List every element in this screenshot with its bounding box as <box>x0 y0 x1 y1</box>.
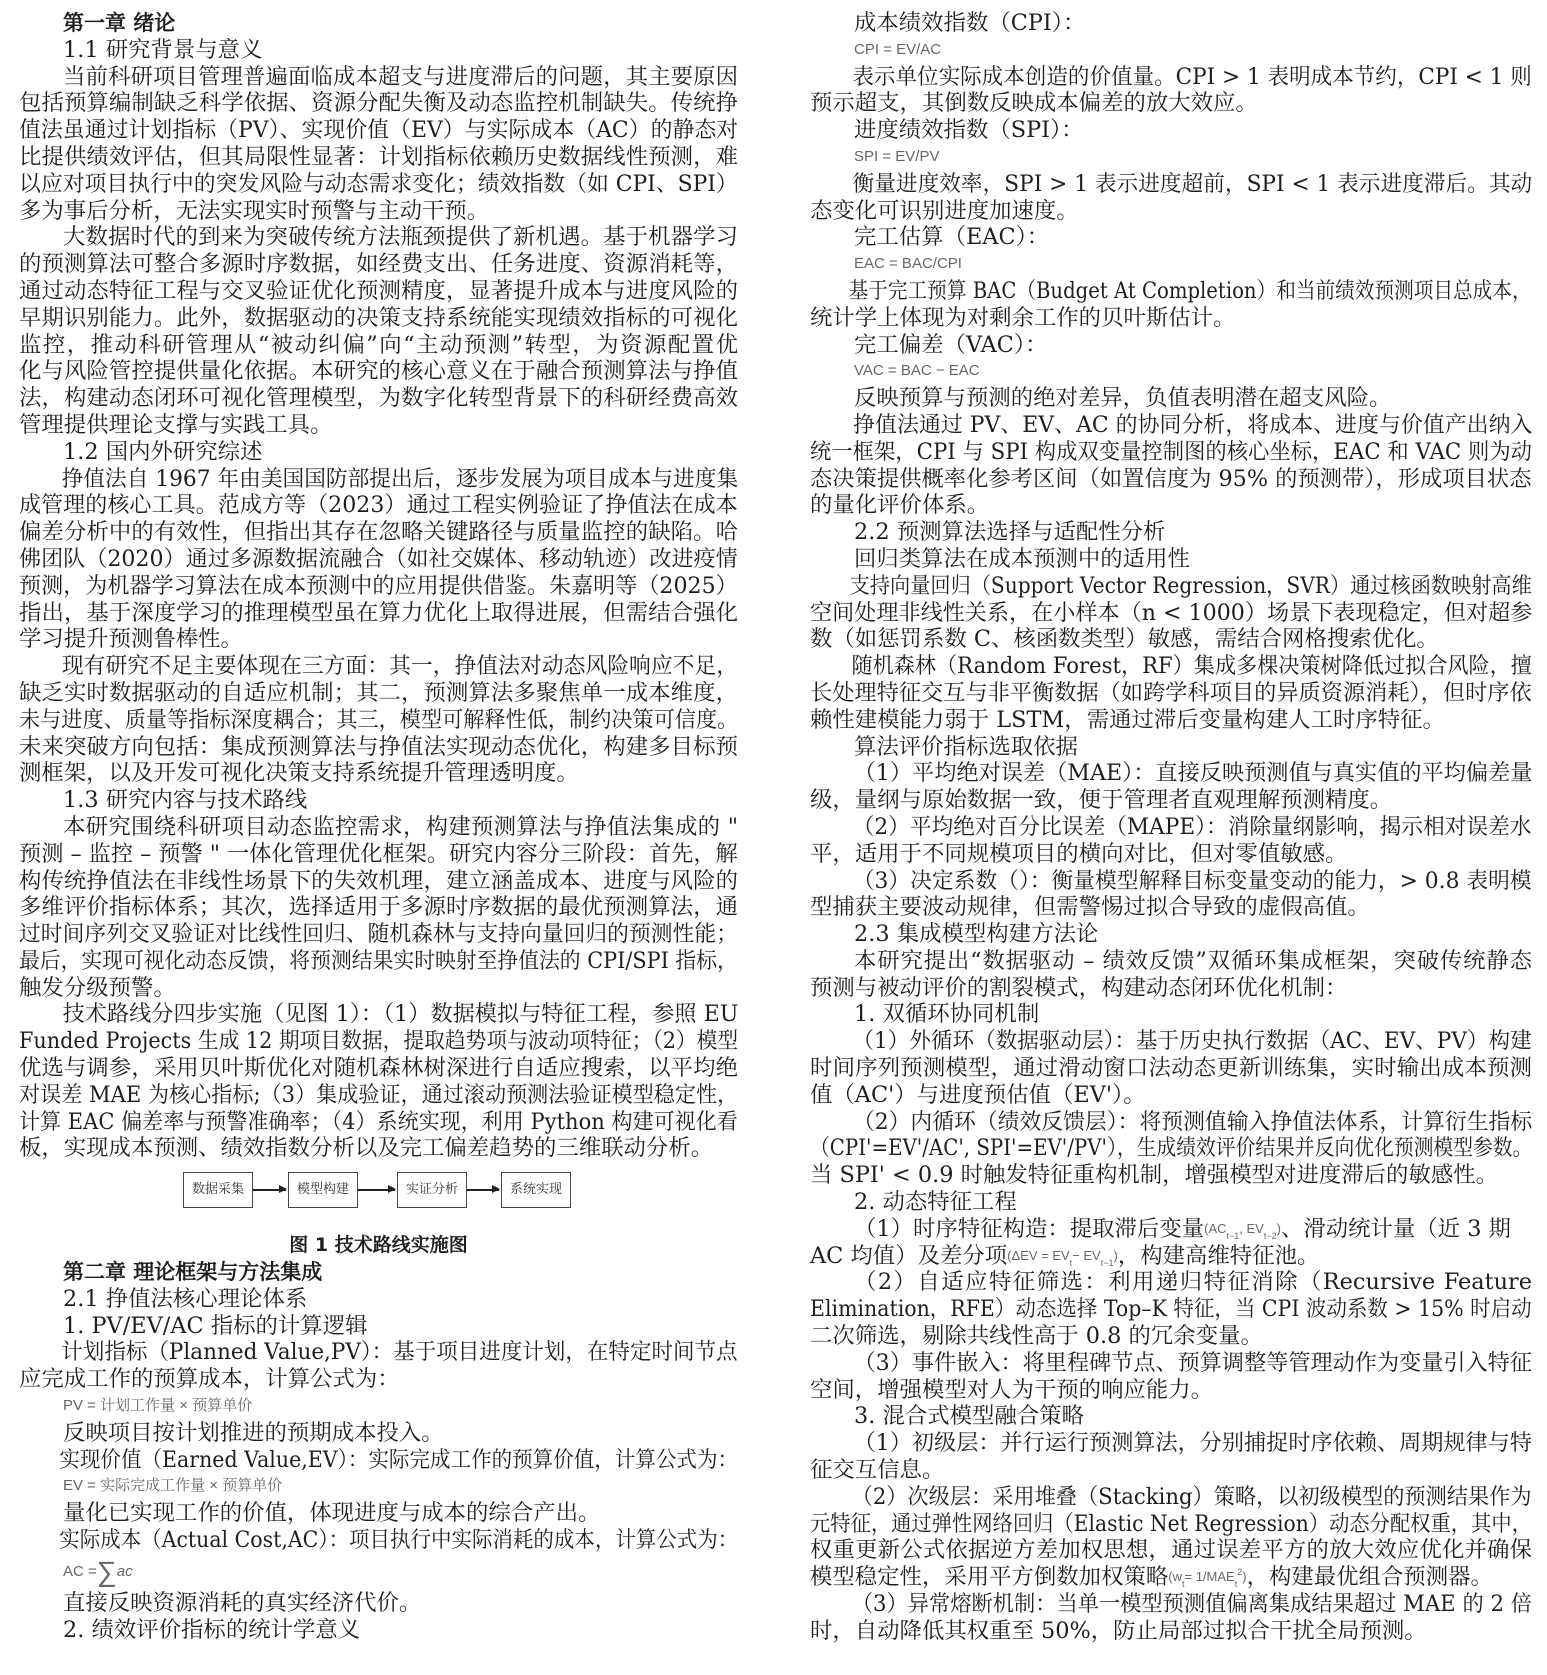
paragraph <box>19 653 738 787</box>
arrow-icon <box>358 1189 395 1191</box>
text-line: 成管理的核心工具。范成方等（2023）通过工程实例验证了挣值法在成本 <box>19 492 738 519</box>
text-line: 量化已实现工作的价值，体现进度与成本的综合产出。 <box>63 1500 601 1527</box>
text-line: （3）决定系数（）：衡量模型解释目标变量变动的能力，> 0.8 表明模 <box>852 867 1532 894</box>
text-line: SPI = EV/PV <box>854 147 940 165</box>
figure-1-caption <box>19 1232 738 1259</box>
text-segment: ，构建高维特征池。 <box>1117 1242 1320 1269</box>
text-line: 态变化可识别进度加速度。 <box>810 197 1079 224</box>
text-line: （2）次级层：采用堆叠（Stacking）策略，以初级模型的预测结果作为 <box>851 1483 1532 1510</box>
text-line: 2. 绩效评价指标的统计学意义 <box>63 1616 361 1643</box>
text-line: （3）异常熔断机制：当单一模型预测值偏离集成结果超过 MAE 的 2 倍 <box>851 1591 1532 1618</box>
paragraph <box>810 1269 1532 1349</box>
text-segment: 、滑动统计量（近 3 期 <box>1280 1215 1511 1242</box>
text-line: 法，构建动态闭环可视化管理模型，为数字化转型背景下的科研经费高效 <box>19 385 738 412</box>
text-line: 1.1 研究背景与意义 <box>63 36 263 63</box>
text-line: 二次筛选，剔除共线性高于 0.8 的冗余变量。 <box>810 1323 1263 1350</box>
paragraph <box>810 948 1532 1002</box>
text-line: 当前科研项目管理普遍面临成本超支与进度滞后的问题，其主要原因 <box>63 63 738 90</box>
text-segment: AC 均值）及差分项 <box>810 1242 1008 1269</box>
text-line: 态决策提供概率化参考区间（如置信度为 95% 的预测带），形成项目状态 <box>810 465 1532 492</box>
paragraph <box>19 1590 738 1617</box>
text-line: 技术路线分四步实施（见图 1）：（1）数据模拟与特征工程，参照 EU <box>62 1001 739 1028</box>
inline-math: , EV <box>1239 1220 1264 1236</box>
text-line: 构传统挣值法在非线性场景下的失效机理，建立涵盖成本、进度与风险的 <box>19 867 738 894</box>
text-line: 2. 动态特征工程 <box>854 1189 1017 1216</box>
math-subscript: t−1 <box>1226 1230 1240 1241</box>
paragraph <box>19 1001 738 1162</box>
text-line: 1. 双循环协同机制 <box>854 1001 1040 1028</box>
ev-formula <box>19 1473 738 1500</box>
text-line: 权重更新公式依据逆方差加权思想，通过误差平方的放大效应优化并确保 <box>810 1537 1532 1564</box>
text-line: 多维评价指标体系；其次，选择适用于多源时序数据的最优预测算法，通 <box>19 894 738 921</box>
text-line: 学习提升预测鲁棒性。 <box>19 626 243 653</box>
arrow-icon <box>467 1189 499 1191</box>
paragraph <box>810 64 1532 118</box>
text-line: 回归类算法在成本预测中的适用性 <box>854 545 1190 572</box>
text-line: 管理提供理论支撑与实践工具。 <box>19 411 333 438</box>
ac-formula <box>19 1554 738 1590</box>
text-line: 2.1 挣值法核心理论体系 <box>63 1285 308 1312</box>
text-line: 征交互信息。 <box>810 1457 945 1484</box>
text-line: 2.2 预测算法选择与适配性分析 <box>854 519 1166 546</box>
text-line: 空间处理非线性关系，在小样本（n < 1000）场景下表现稳定，但对超参 <box>810 599 1533 626</box>
text-line: EAC = BAC/CPI <box>854 255 962 273</box>
text-line: 随机森林（Random Forest，RF）集成多棵决策树降低过拟合风险，擅 <box>851 653 1532 680</box>
text-line: 1.3 研究内容与技术路线 <box>63 787 308 814</box>
right-column <box>810 10 1532 1645</box>
text-line: （2）平均绝对百分比误差（MAPE）：消除量纲影响，揭示相对误差水 <box>852 813 1532 840</box>
text-line: 监控，推动科研管理从“被动纠偏”向“主动预测”转型，为资源配置优 <box>19 331 738 358</box>
text-line: 包括预算编制缺乏科学依据、资源分配失衡及动态监控机制缺失。传统挣 <box>19 90 738 117</box>
text-line: 以应对项目执行中的突发风险与动态需求变化；绩效指数（如 CPI、SPI） <box>19 170 738 197</box>
text-line: 预测，为机器学习算法在成本预测中的应用提供借鉴。朱嘉明等（2025） <box>19 572 738 599</box>
paragraph <box>810 1350 1532 1404</box>
chapter-2-title <box>19 1259 738 1286</box>
text-line: 衡量进度效率，SPI > 1 表示进度超前，SPI < 1 表示进度滞后。其动 <box>852 170 1533 197</box>
text-line: 大数据时代的到来为突破传统方法瓶颈提供了新机遇。基于机器学习 <box>63 224 738 251</box>
section-2-2-heading <box>810 519 1532 546</box>
text-segment: ，构建最优组合预测器。 <box>1246 1564 1493 1591</box>
text-line: 元特征，通过弹性网络回归（Elastic Net Regression）动态分配权重，其中， <box>810 1510 1532 1537</box>
text-line: 算法评价指标选取依据 <box>854 733 1078 760</box>
text-line: （3）事件嵌入：将里程碑节点、预算调整等管理动作为变量引入特征 <box>853 1349 1532 1376</box>
text-line: 实际成本（Actual Cost,AC）：项目执行中实际消耗的成本，计算公式为： <box>59 1527 739 1554</box>
text-line: 优选与调参，采用贝叶斯优化对随机森林树深进行自适应搜索，以平均绝 <box>19 1055 738 1082</box>
text-line: Funded Projects 生成 12 期项目数据，提取趋势项与波动项特征；（2）模型 <box>19 1028 739 1055</box>
text-line: 完工偏差（VAC）： <box>854 331 1048 358</box>
text-line: 化与风险管控提供量化依据。本研究的核心意义在于融合预测算法与挣值 <box>19 358 738 385</box>
subsection-heading <box>810 734 1532 761</box>
text-line: 支持向量回归（Support Vector Regression，SVR）通过核函数映射高维 <box>849 572 1532 599</box>
text-line: 时，自动降低其权重至 50%，防止局部过拟合干扰全局预测。 <box>810 1617 1427 1644</box>
text-line: 挣值法自 1967 年由美国国防部提出后，逐步发展为项目成本与进度集 <box>61 465 739 492</box>
figure-box: 模型构建 <box>288 1172 358 1208</box>
math-subscript: t <box>1069 1257 1073 1268</box>
text-line: 的预测算法可整合多源时序数据，如经费支出、任务进度、资源消耗等， <box>19 251 738 278</box>
text-line: 触发分级预警。 <box>19 974 176 1001</box>
text-line: 值（AC'）与进度预估值（EV'）。 <box>810 1081 1146 1108</box>
text-line: 偏差分析中的有效性，但指出其存在忽略关键路径与质量监控的缺陷。哈 <box>19 519 738 546</box>
subsection-heading <box>810 1001 1532 1028</box>
text-line: 3. 混合式模型融合策略 <box>854 1403 1084 1430</box>
text-line: 对误差 MAE 为核心指标;（3）集成验证，通过滚动预测法验证模型稳定性， <box>19 1081 739 1108</box>
math-superscript: 2 <box>1237 1567 1243 1578</box>
paragraph <box>810 814 1532 868</box>
text-line: 时间序列预测模型，通过滑动窗口法动态更新训练集，实时输出成本预测 <box>810 1055 1532 1082</box>
paragraph <box>810 760 1532 814</box>
paragraph <box>810 1430 1532 1484</box>
section-1-1-heading <box>19 37 738 64</box>
text-line: EV = 实际完成工作量 × 预算单价 <box>63 1477 283 1495</box>
text-line: 表示单位实际成本创造的价值量。CPI > 1 表明成本节约，CPI < 1 则 <box>852 63 1532 90</box>
section-2-3-heading <box>810 921 1532 948</box>
text-line: 现有研究不足主要体现在三方面：其一，挣值法对动态风险响应不足， <box>61 653 739 680</box>
paragraph <box>19 64 738 225</box>
text-line: 应完成工作的预算成本，计算公式为： <box>19 1366 400 1393</box>
paragraph <box>810 653 1532 733</box>
text-line <box>810 1243 1532 1270</box>
text-line: 比提供绩效评估，但其局限性显著：计划指标依赖历史数据线性预测，难 <box>19 143 738 170</box>
text-line: 反映预算与预测的绝对差异，负值表明潜在超支风险。 <box>854 385 1392 412</box>
text-line: 空间，增强模型对人为干预的响应能力。 <box>810 1376 1214 1403</box>
text-line: 实现价值（Earned Value,EV）：实际完成工作的预算价值，计算公式为： <box>59 1446 739 1473</box>
paragraph <box>810 171 1532 225</box>
text-line <box>19 1554 738 1590</box>
section-1-2-heading <box>19 439 738 466</box>
text-line: PV = 计划工作量 × 预算单价 <box>63 1397 253 1415</box>
text-line: （1）平均绝对误差（MAE）：直接反映预测值与真实值的平均偏差量 <box>853 760 1533 787</box>
paragraph <box>19 1527 738 1554</box>
text-line: 挣值法通过 PV、EV、AC 的协同分析，将成本、进度与价值产出纳入 <box>853 411 1533 438</box>
text-segment: 模型稳定性，采用平方倒数加权策略 <box>810 1564 1169 1591</box>
text-line: 数（如惩罚系数 C、核函数类型）敏感，需结合网格搜索优化。 <box>810 626 1439 653</box>
paragraph <box>810 278 1532 332</box>
text-line: 预示超支，其倒数反映成本偏差的放大效应。 <box>810 90 1258 117</box>
text-line: 板，实现成本预测、绩效指数分析以及完工偏差趋势的三维联动分析。 <box>19 1135 714 1162</box>
text-line: 第二章 理论框架与方法集成 <box>63 1260 323 1285</box>
text-line: 通过动态特征工程与交叉验证优化预测精度，显著提升成本与进度风险的 <box>19 277 738 304</box>
paragraph <box>810 1484 1532 1591</box>
text-line: 计算 EAC 偏差率与预警准确率；（4）系统实现，利用 Python 构建可视化看 <box>19 1108 738 1135</box>
inline-math: (w <box>1168 1569 1182 1585</box>
figure-box: 实证分析 <box>397 1172 467 1208</box>
paragraph <box>810 1216 1532 1270</box>
text-line: （2）内循环（绩效反馈层）：将预测值输入挣值法体系，计算衍生指标 <box>852 1108 1533 1135</box>
sum-symbol: ∑ <box>96 1555 117 1587</box>
text-segment: AC = <box>63 1562 97 1580</box>
text-line: 过时间序列交叉验证对比线性回归、随机森林与支持向量回归的预测性能； <box>19 921 738 948</box>
eac-heading <box>810 224 1532 251</box>
inline-math: (ΔEV = EV <box>1007 1247 1070 1263</box>
text-line: 成本绩效指数（CPI）： <box>854 10 1086 36</box>
text-line: （1）初级层：并行运行预测算法，分别捕捉时序依赖、周期规律与特 <box>853 1430 1532 1457</box>
paragraph <box>19 1500 738 1527</box>
text-line: 赖性建模能力弱于 LSTM，需通过滞后变量构建人工时序特征。 <box>810 706 1445 733</box>
paragraph <box>19 1339 738 1393</box>
text-line: 测框架，以及开发可视化决策支持系统提升管理透明度。 <box>19 760 579 787</box>
text-line <box>810 1564 1532 1591</box>
cpi-heading <box>810 10 1532 37</box>
inline-math: ) <box>1276 1220 1281 1236</box>
text-line: 未与进度、质量等指标深度耦合；其三，模型可解释性低，制约决策可信度。 <box>19 706 739 733</box>
text-line: 未来突破方向包括：集成预测算法与挣值法实现动态优化，构建多目标预 <box>19 733 738 760</box>
math-subscript: t <box>1181 1579 1185 1590</box>
text-line: Elimination，RFE）动态选择 Top–K 特征，当 CPI 波动系数 > 15% 时启动 <box>810 1296 1532 1323</box>
subsection-heading <box>810 1403 1532 1430</box>
text-line: CPI = EV/AC <box>854 40 942 58</box>
text-line: 第一章 绪论 <box>63 11 176 35</box>
paragraph <box>810 385 1532 412</box>
inline-math: ) <box>1242 1569 1247 1585</box>
paragraph <box>810 868 1532 922</box>
text-line: 本研究提出“数据驱动 – 绩效反馈”双循环集成框架，突破传统静态 <box>854 947 1532 974</box>
text-line: 最后，实现可视化动态反馈，将预测结果实时映射至挣值法的 CPI/SPI 指标， <box>19 947 738 974</box>
text-line: 本研究围绕科研项目动态监控需求，构建预测算法与挣值法集成的 " <box>63 813 738 840</box>
paragraph <box>810 1109 1532 1189</box>
text-line: 当 SPI' < 0.9 时触发特征重构机制，增强模型对进度滞后的敏感性。 <box>810 1162 1499 1189</box>
left-column <box>19 10 738 1643</box>
subsection-heading <box>810 1189 1532 1216</box>
text-line: 早期识别能力。此外，数据驱动的决策支持系统能实现绩效指标的可视化 <box>19 304 738 331</box>
text-line: 缺乏实时数据驱动的自适应机制；其二，预测算法多聚焦单一成本维度， <box>19 679 738 706</box>
text-line: 完工估算（EAC）： <box>854 224 1050 251</box>
text-line: 1.2 国内外研究综述 <box>63 438 263 465</box>
math-variable: ac <box>116 1562 133 1580</box>
inline-math: − EV <box>1072 1247 1101 1263</box>
text-line: 型捕获主要波动规律，但需警惕过拟合导致的虚假高值。 <box>810 894 1370 921</box>
text-line: （2）自适应特征筛选：利用递归特征消除（Recursive Feature <box>854 1269 1532 1296</box>
subsection-heading <box>810 546 1532 573</box>
cpi-formula <box>810 37 1532 64</box>
text-line: 反映项目按计划推进的预期成本投入。 <box>63 1419 444 1446</box>
text-line: 指出，基于深度学习的推理模型虽在算力优化上取得进展，但需结合强化 <box>19 599 738 626</box>
vac-heading <box>810 332 1532 359</box>
text-line: 1. PV/EV/AC 指标的计算逻辑 <box>63 1312 368 1339</box>
text-line: 图 1 技术路线实施图 <box>289 1234 468 1257</box>
text-line: 预测 – 监控 – 预警 " 一体化管理优化框架。研究内容分三阶段：首先，解 <box>19 840 738 867</box>
technical-route-figure <box>19 1162 738 1232</box>
text-line: 预测与被动评价的割裂模式，构建动态闭环优化机制： <box>810 974 1348 1001</box>
text-line: 佛团队（2020）通过多源数据流融合（如社交媒体、移动轨迹）改进疫情 <box>19 545 738 572</box>
paragraph <box>19 466 738 654</box>
subsection-heading <box>19 1313 738 1340</box>
text-line: 直接反映资源消耗的真实经济代价。 <box>63 1589 422 1616</box>
pv-formula <box>19 1393 738 1420</box>
math-subscript: t−2 <box>1263 1230 1277 1241</box>
arrow-icon <box>253 1189 286 1191</box>
figure-box: 数据采集 <box>183 1172 253 1208</box>
inline-math: = 1/MAE <box>1184 1569 1235 1585</box>
text-line: 基于完工预算 BAC（Budget At Completion）和当前绩效预测项目总成本， <box>848 277 1532 304</box>
spi-heading <box>810 117 1532 144</box>
subsection-heading <box>19 1617 738 1644</box>
spi-formula <box>810 144 1532 171</box>
text-line: 值法虽通过计划指标（PV）、实现价值（EV）与实际成本（AC）的静态对 <box>19 117 739 144</box>
text-line: 多为事后分析，无法实现实时预警与主动干预。 <box>19 197 490 224</box>
math-subscript: t−1 <box>1100 1257 1114 1268</box>
paragraph <box>810 573 1532 653</box>
paragraph <box>19 1420 738 1447</box>
text-line: VAC = BAC − EAC <box>854 362 980 380</box>
paragraph <box>810 1028 1532 1108</box>
section-1-3-heading <box>19 787 738 814</box>
math-subscript: t <box>1234 1579 1238 1590</box>
paragraph <box>19 814 738 1002</box>
inline-math: ) <box>1113 1247 1118 1263</box>
text-line: 长处理特征交互与非平衡数据（如跨学科项目的异质资源消耗），但时序依 <box>810 679 1532 706</box>
paragraph <box>19 224 738 438</box>
text-line: 级，量纲与原始数据一致，便于管理者直观理解预测精度。 <box>810 787 1393 814</box>
paragraph <box>810 412 1532 519</box>
paragraph <box>19 1447 738 1474</box>
paragraph <box>810 1591 1532 1645</box>
text-line: （1）外循环（数据驱动层）：基于历史执行数据（AC、EV、PV）构建 <box>852 1028 1532 1055</box>
text-line: 平，适用于不同规模项目的横向对比，但对零值敏感。 <box>810 840 1348 867</box>
eac-formula <box>810 251 1532 278</box>
text-segment: （1）时序特征构造：提取滞后变量 <box>854 1215 1205 1242</box>
text-line: 统一框架，CPI 与 SPI 构成双变量控制图的核心坐标，EAC 和 VAC 则为动 <box>810 438 1532 465</box>
text-line <box>810 1216 1532 1243</box>
chapter-1-title <box>19 10 738 37</box>
text-line: 2.3 集成模型构建方法论 <box>854 921 1099 948</box>
text-line: 的量化评价体系。 <box>810 492 990 519</box>
vac-formula <box>810 358 1532 385</box>
inline-math: (AC <box>1204 1220 1227 1236</box>
text-line: 统计学上体现为对剩余工作的贝叶斯估计。 <box>810 304 1236 331</box>
text-line: 进度绩效指数（SPI）： <box>854 117 1084 144</box>
figure-box: 系统实现 <box>501 1172 571 1208</box>
text-line: （CPI'=EV'/AC', SPI'=EV'/PV'），生成绩效评价结果并反向优化预测模型参数。 <box>810 1135 1533 1162</box>
text-line: 计划指标（Planned Value,PV）：基于项目进度计划，在特定时间节点 <box>61 1339 738 1366</box>
section-2-1-heading <box>19 1286 738 1313</box>
